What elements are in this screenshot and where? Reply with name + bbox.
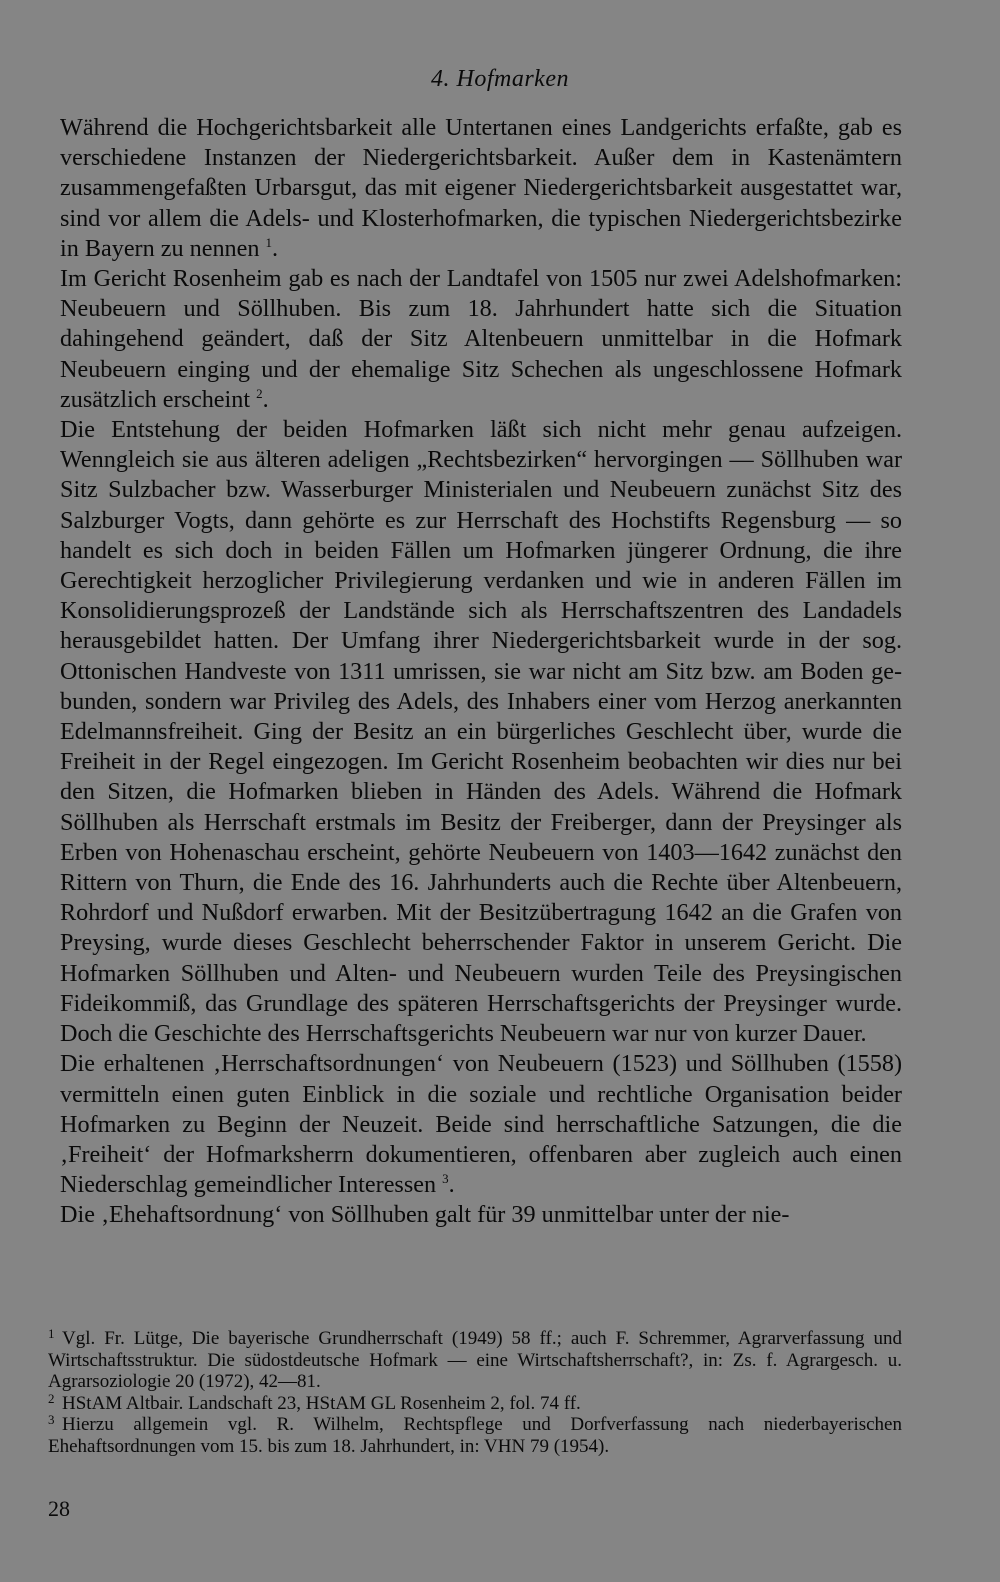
footnote-ref: 2 (256, 385, 263, 401)
paragraph: Die erhaltenen ‚Herrschaftsordnungen‘ von Neubeuern (1523) und Söllhuben (1558) vermitteln einen guten Einblick in die soziale und rechtliche Organisation beider Hofmarken zu Beginn der Neuzeit. Beide sind herrschaftliche Satzungen, die die ‚Freiheit‘ der Hofmarksherrn dokumentieren, offenbaren aber zugleich auch einen Niederschlag gemeindlicher Interessen $^3$. (60, 1050, 902, 1199)
footnote: 2 HStAM Altbair. Landschaft 23, HStAM GL Rosenheim 2, fol. 74 ff. (48, 1390, 581, 1414)
footnote: 3 Hierzu allgemein vgl. R. Wilhelm, Rechtspflege und Dorfverfassung nach niederbayerischen Ehehaftsordnungen vom 15. bis zum 18. Jahrhundert, in: VHN 79 (1954). (48, 1412, 902, 1457)
footnotes (48, 1328, 902, 1457)
footnote-ref: 1 (265, 234, 273, 250)
footnote-text: HStAM Altbair. Landschaft 23, HStAM GL Rosenheim 2, fol. 74 ff. (62, 1392, 581, 1414)
page-number: 28 (48, 1496, 70, 1521)
paragraph: Im Gericht Rosenheim gab es nach der Landtafel von 1505 nur zwei Adelshofmarken: Neubeuern und Söllhuben. Bis zum 18. Jahrhundert hatte sich die Situation dahingehend geändert, daß der Sitz Altenbeuern unmittelbar in die Hofmark Neubeuern einging und der ehemalige Sitz Schechen als ungeschlossene Hofmark zusätzlich erscheint $^2$. (60, 265, 902, 413)
footnote-text: Vgl. Fr. Lütge, Die bayerische Grundherrschaft (1949) 58 ff.; auch F. Schremmer, Agrarverfassung und Wirtschaftsstruktur. Die südostdeutsche Hofmark — eine Wirtschaftsherrschaft?, in: Zs. f. Agrargesch. u. Agrarsoziologie 20 (1972), 42—81. (48, 1328, 902, 1392)
paragraph: Die ‚Ehehaftsordnung‘ von Söllhuben galt für 39 unmittelbar unter der nie- (60, 1201, 790, 1229)
footnote-ref: 3 (442, 1171, 449, 1187)
footnote: 1 Vgl. Fr. Lütge, Die bayerische Grundherrschaft (1949) 58 ff.; auch F. Schremmer, Agrarverfassung und Wirtschaftsstruktur. Die südostdeutsche Hofmark — eine Wirtschaftsherrschaft?, in: Zs. f. Agrargesch. u. Agrarsoziologie 20 (1972), 42—81. (48, 1326, 902, 1392)
section-heading: 4. Hofmarken (431, 66, 569, 92)
footnote-text: Hierzu allgemein vgl. R. Wilhelm, Rechtspflege und Dorfverfassung nach niederbayerischen Ehehaftsordnungen vom 15. bis zum 18. Jahrhundert, in: VHN 79 (1954). (48, 1414, 902, 1457)
paragraph: Während die Hochgerichtsbarkeit alle Untertanen eines Landgerichts erfaßte, gab es verschiedene Instanzen der Niedergerichtsbarkeit. Außer dem in Kastenämtern zusammengefaßten Urbarsgut, das mit eigener Niedergerichtsbarkeit ausgestattet war, sind vor allem die Adels- und Klosterhofmarken, die typischen Niedergerichtsbezirke in Bayern zu nennen $^1$. (60, 114, 902, 262)
paragraph: Die Entstehung der beiden Hofmarken läßt sich nicht mehr genau aufzeigen. Wenngleich sie aus älteren adeligen „Rechtsbezirken“ hervorgingen — Söllhuben war Sitz Sulzbacher bzw. Wasserburger Ministerialen und Neubeuern zunächst Sitz des Salzburger Vogts, dann gehörte es zur Herrschaft des Hochstifts Regensburg — so handelt es sich doch in beiden Fällen um Hofmarken jüngerer Ordnung, die ihre Gerechtigkeit herzoglicher Privilegierung verdanken und wie in anderen Fällen im Konsolidierungsprozeß der Landstände sich als Herrschaftszentren des Landadels herausgebildet hatten. Der Umfang ihrer Niedergerichtsbarkeit wurde in der sog. Ottonischen Handveste von 1311 umrissen, sie war nicht am Sitz bzw. am Boden gebunden, sondern war Privileg des Adels, des Inhabers einer vom Herzog anerkannten Edelmannsfreiheit. Ging der Besitz an ein bürgerliches Geschlecht über, wurde die Freiheit in der Regel eingezogen. Im Gericht Rosenheim beobachten wir dies nur bei den Sitzen, die Hofmarken blieben in Händen des Adels. Während die Hofmark Söllhuben als Herrschaft erstmals im Besitz der Freiberger, dann der Preysinger als Erben von Hohenaschau erscheint, gehörte Neubeuern von 1403—1642 zunächst den Rittern von Thurn, die Ende des 16. Jahrhunderts auch die Rechte über Altenbeuern, Rohrdorf und Nußdorf erwarben. Mit der Besitzübertragung 1642 an die Grafen von Preysing, wurde dieses Geschlecht beherrschender Faktor in unserem Gericht. Die Hofmarken Söllhuben und Alten- und Neubeuern wurden Teile des Preysingischen Fideikommiß, das Grundlage des späteren Herrschaftsgerichts der Preysinger wurde. Doch die Geschichte des Herrschaftsgerichts Neubeuern war nur von kurzer Dauer. (60, 416, 902, 1048)
main-text (60, 113, 902, 1231)
